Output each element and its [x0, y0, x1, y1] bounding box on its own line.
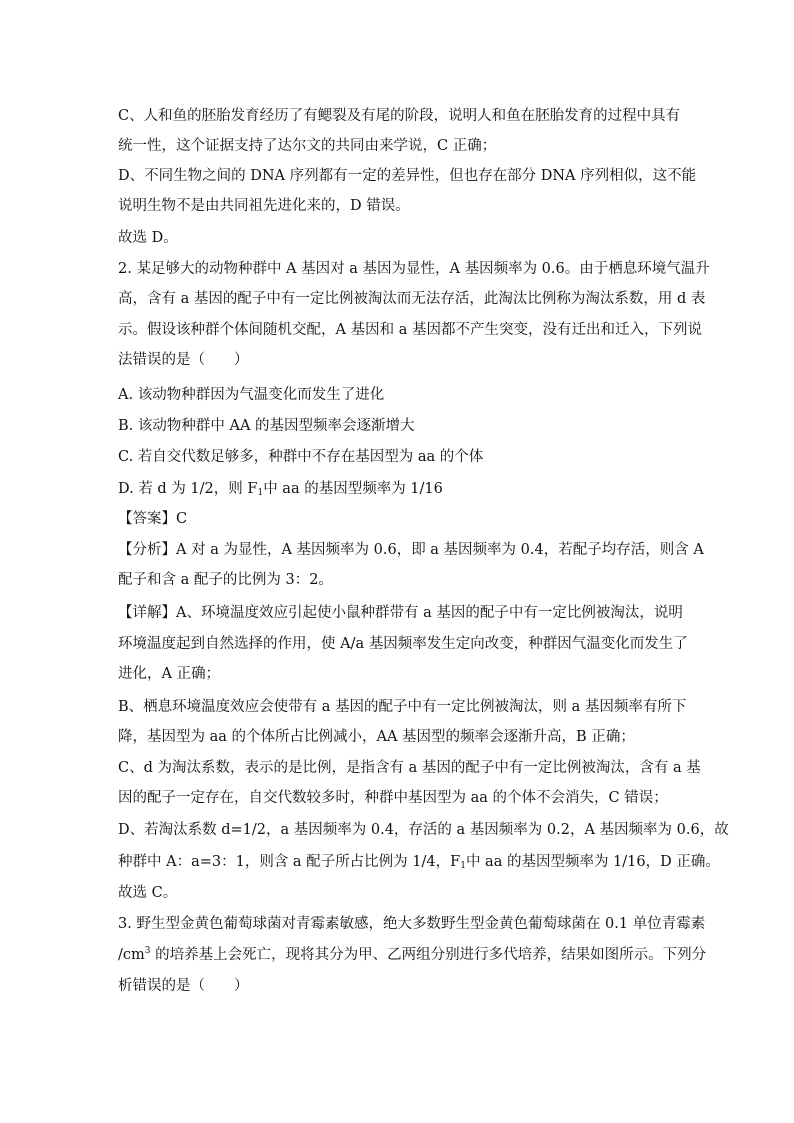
option-c: C. 若自交代数足够多，种群中不存在基因型为 aa 的个体 [118, 449, 484, 465]
text-line: 故选 D。 [118, 230, 178, 246]
text-fragment: 的培养基上会死亡，现将其分为甲、乙两组分别进行多代培养，结果如图所示。下列分 [150, 947, 707, 963]
detail-line: 【详解】A、环境温度效应引起使小鼠种群带有 a 基因的配子中有一定比例被淘汰，说明 [118, 605, 683, 621]
text-line: 高，含有 a 基因的配子中有一定比例被淘汰而无法存活，此淘汰比例称为淘汰系数，用 d 表 [118, 291, 706, 307]
text-line: 统一性，这个证据支持了达尔文的共同由来学说，C 正确； [118, 138, 497, 154]
text-line: 降，基因型为 aa 的个体所占比例减小，AA 基因型的频率会逐渐升高，B 正确； [118, 729, 635, 745]
text-line [118, 850, 720, 871]
text-fragment: 中 aa 的基因型频率为 1/16，D 正确。 [465, 854, 720, 870]
superscript: 3 [144, 946, 151, 956]
text-line: C、人和鱼的胚胎发育经历了有鳃裂及有尾的阶段，说明人和鱼在胚胎发育的过程中具有 [118, 108, 681, 124]
text-line: 进化，A 正确； [118, 666, 221, 682]
option-a: A. 该动物种群因为气温变化而发生了进化 [118, 387, 385, 403]
text-line: 配子和含 a 配子的比例为 3：2。 [118, 572, 333, 588]
text-fragment: D. 若 d 为 1/2，则 F [118, 481, 258, 497]
text-line: 说明生物不是由共同祖先进化来的，D 错误。 [118, 198, 410, 214]
subscript: 1 [257, 488, 264, 498]
subscript: 1 [460, 861, 466, 871]
text-line: 环境温度起到自然选择的作用，使 A/a 基因频率发生定向改变，种群因气温变化而发生了 [118, 636, 688, 652]
text-line: 析错误的是（ ） [118, 978, 249, 994]
text-line: D、不同生物之间的 DNA 序列都有一定的差异性，但也存在部分 DNA 序列相似，这不能 [118, 168, 697, 184]
analysis-line: 【分析】A 对 a 为显性，A 基因频率为 0.6，即 a 基因频率为 0.4，若配子均存活，则含 A [118, 542, 704, 558]
question-3-stem: 3. 野生型金黄色葡萄球菌对青霉素敏感，绝大多数野生型金黄色葡萄球菌在 0.1 单位青霉素 [118, 916, 706, 932]
text-line: 示。假设该种群个体间随机交配，A 基因和 a 基因都不产生突变，没有迁出和迁入，下列说 [118, 322, 702, 338]
text-line: D、若淘汰系数 d=1/2，a 基因频率为 0.4，存活的 a 基因频率为 0.2，A 基因频率为 0.6，故 [118, 822, 729, 838]
text-line: C、d 为淘汰系数，表示的是比例，是指含有 a 基因的配子中有一定比例被淘汰，含有 a 基 [118, 760, 701, 776]
text-line: 故选 C。 [118, 885, 178, 901]
text-fragment: /cm [118, 947, 145, 963]
text-fragment: 种群中 A：a=3：1，则含 a 配子所占比例为 1/4，F [118, 854, 461, 870]
option-d [118, 477, 443, 498]
question-2-stem: 2. 某足够大的动物种群中 A 基因对 a 基因为显性，A 基因频率为 0.6。由于栖息环境气温升 [118, 261, 710, 277]
text-fragment: 中 aa 的基因型频率为 1/16 [263, 481, 443, 497]
option-b: B. 该动物种群中 AA 的基因型频率会逐渐增大 [118, 418, 415, 434]
text-line: B、栖息环境温度效应会使带有 a 基因的配子中有一定比例被淘汰，则 a 基因频率有所下 [118, 699, 687, 715]
text-line [118, 943, 706, 964]
text-line: 法错误的是（ ） [118, 352, 249, 368]
answer-line: 【答案】C [118, 511, 188, 527]
text-line: 因的配子一定存在，自交代数较多时，种群中基因型为 aa 的个体不会消失，C 错误； [118, 790, 668, 806]
